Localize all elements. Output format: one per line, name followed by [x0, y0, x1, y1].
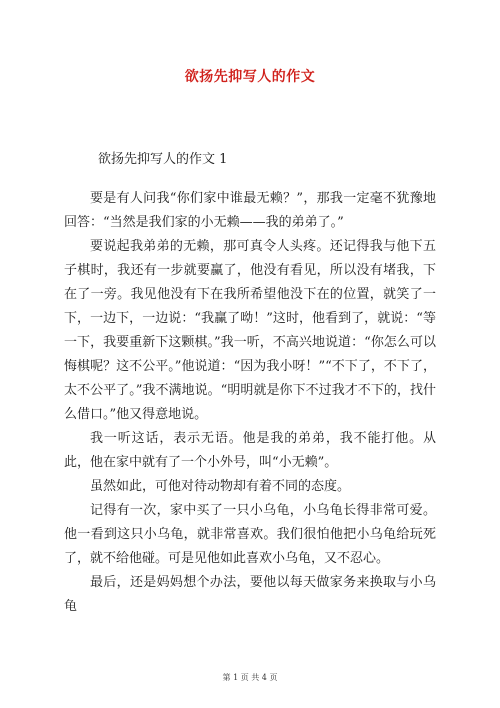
body-text	[64, 187, 436, 619]
paragraph: 记得有一次，家中买了一只小乌龟，小乌龟长得非常可爱。他一看到这只小乌龟，就非常喜欢。我们很怕他把小乌龟给玩死了，就不给他碰。可是见他如此喜欢小乌龟，又不忍心。	[64, 503, 436, 566]
paragraph: 我一听这话，表示无语。他是我的弟弟，我不能打他。从此，他在家中就有了一个小外号，叫“小无赖”。	[64, 431, 436, 470]
section-heading: 欲扬先抑写人的作文 1	[98, 152, 228, 167]
document-title: 欲扬先抑写人的作文	[184, 69, 316, 85]
paragraph: 要是有人问我“你们家中谁最无赖？”，那我一定毫不犹豫地回答：“当然是我们家的小无赖——我的弟弟了。”	[64, 191, 436, 230]
paragraph: 虽然如此，可他对待动物却有着不同的态度。	[90, 479, 351, 494]
paragraph: 要说起我弟弟的无赖，那可真令人头疼。还记得我与他下五子棋时，我还有一步就要赢了，他没有看见，所以没有堵我，下在了一旁。我见他没有下在我所希望他没下在的位置，就笑了一下，一边下，一边说：“我赢了呦！”这时，他看到了，就说：“等一下，我要重新下这颗棋。”我一听，不高兴地说道：“你怎么可以悔棋呢？这不公平。”他说道：“因为我小呀！”“不下了，不下了，太不公平了。”我不满地说。“明明就是你下不过我才不下的，找什么借口。”他又得意地说。	[64, 239, 436, 422]
paragraph: 最后，还是妈妈想个办法，要他以每天做家务来换取与小乌龟	[64, 575, 436, 614]
page-footer: 第 1 页 共 4 页	[222, 673, 278, 682]
